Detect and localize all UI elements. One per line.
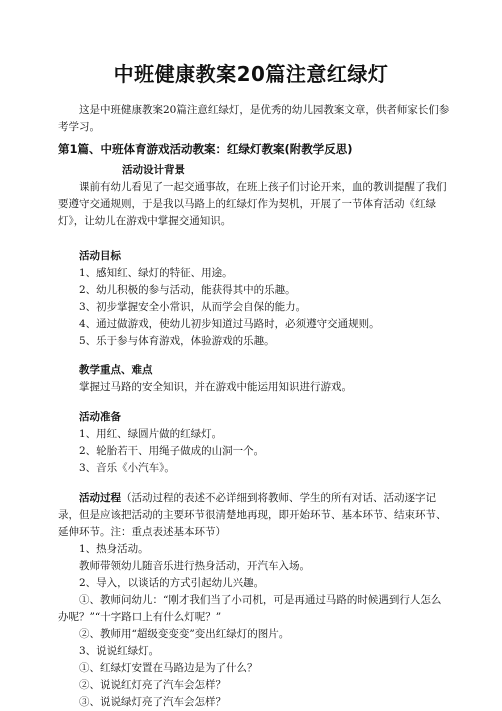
process-line: 1、热身活动。 xyxy=(79,543,149,555)
prep-item: 3、音乐《小汽车》。 xyxy=(79,462,175,474)
keypoints-heading: 教学重点、难点 xyxy=(79,364,153,376)
goals-heading: 活动目标 xyxy=(79,250,121,262)
process-line: ②、教师用“超级变变变”变出红绿灯的图片。 xyxy=(79,628,290,640)
keypoints-section xyxy=(58,362,450,396)
goal-item: 1、感知红、绿灯的特征、用途。 xyxy=(79,267,233,279)
document-title: 中班健康教案20篇注意红绿灯 xyxy=(113,62,389,86)
prep-item: 1、用红、绿圆片做的红绿灯。 xyxy=(79,428,223,440)
background-text: 课前有幼儿看见了一起交通事故，在班上孩子们讨论开来，血的教训提醒了我们要遵守交通规则，于是我以马路上的红绿灯作为契机，开展了一节体育活动《红绿灯》，让幼儿在游戏中掌握交通知识。 xyxy=(58,181,447,227)
process-heading: 活动过程 xyxy=(79,492,121,504)
process-section xyxy=(58,490,450,711)
goal-item: 3、初步掌握安全小常识，从而学会自保的能力。 xyxy=(79,301,307,313)
process-intro xyxy=(58,490,450,541)
intro-paragraph: 这是中班健康教案20篇注意红绿灯，是优秀的幼儿园教案文章，供者师家长们参考学习。 xyxy=(58,104,450,133)
process-line: ①、教师问幼儿：“刚才我们当了小司机，可是再通过马路的时候遇到行人怎么办呢？”“十字路口上有什么灯呢？” xyxy=(58,594,442,623)
keypoints-text: 掌握过马路的安全知识，并在游戏中能运用知识进行游戏。 xyxy=(79,381,352,393)
prep-section xyxy=(58,409,450,477)
goals-section xyxy=(58,248,450,350)
process-line: ①、红绿灯安置在马路边是为了什么？ xyxy=(79,662,258,674)
goal-item: 4、通过做游戏，使幼儿初步知道过马路时，必须遵守交通规则。 xyxy=(79,318,380,330)
prep-item: 2、轮胎若干、用绳子做成的山洞一个。 xyxy=(79,445,265,457)
process-line: 教师带领幼儿随音乐进行热身活动，开汽车入场。 xyxy=(79,560,310,572)
process-lead: （活动过程的表述不必详细到将教师、学生的所有对话、活动逐字记录，但是应该把活动的主要环节很清楚地再现，即开始环节、基本环节、结束环节、延伸环节。注：重点表述基本环节） xyxy=(58,492,447,538)
background-section xyxy=(58,162,450,230)
prep-heading: 活动准备 xyxy=(79,411,121,423)
process-line: ③、说说绿灯亮了汽车会怎样？ xyxy=(79,696,226,708)
goal-item: 5、乐于参与体育游戏，体验游戏的乐趣。 xyxy=(79,335,275,347)
goal-item: 2、幼儿积极的参与活动，能获得其中的乐趣。 xyxy=(79,284,296,296)
section-title: 第1篇、中班体育游戏活动教案：红绿灯教案(附教学反思) xyxy=(58,142,353,156)
process-line: ②、说说红灯亮了汽车会怎样？ xyxy=(79,679,226,691)
background-heading: 活动设计背景 xyxy=(122,164,185,176)
process-line: 2、导入，以谈话的方式引起幼儿兴趣。 xyxy=(79,577,265,589)
process-line: 3、说说红绿灯。 xyxy=(79,645,160,657)
